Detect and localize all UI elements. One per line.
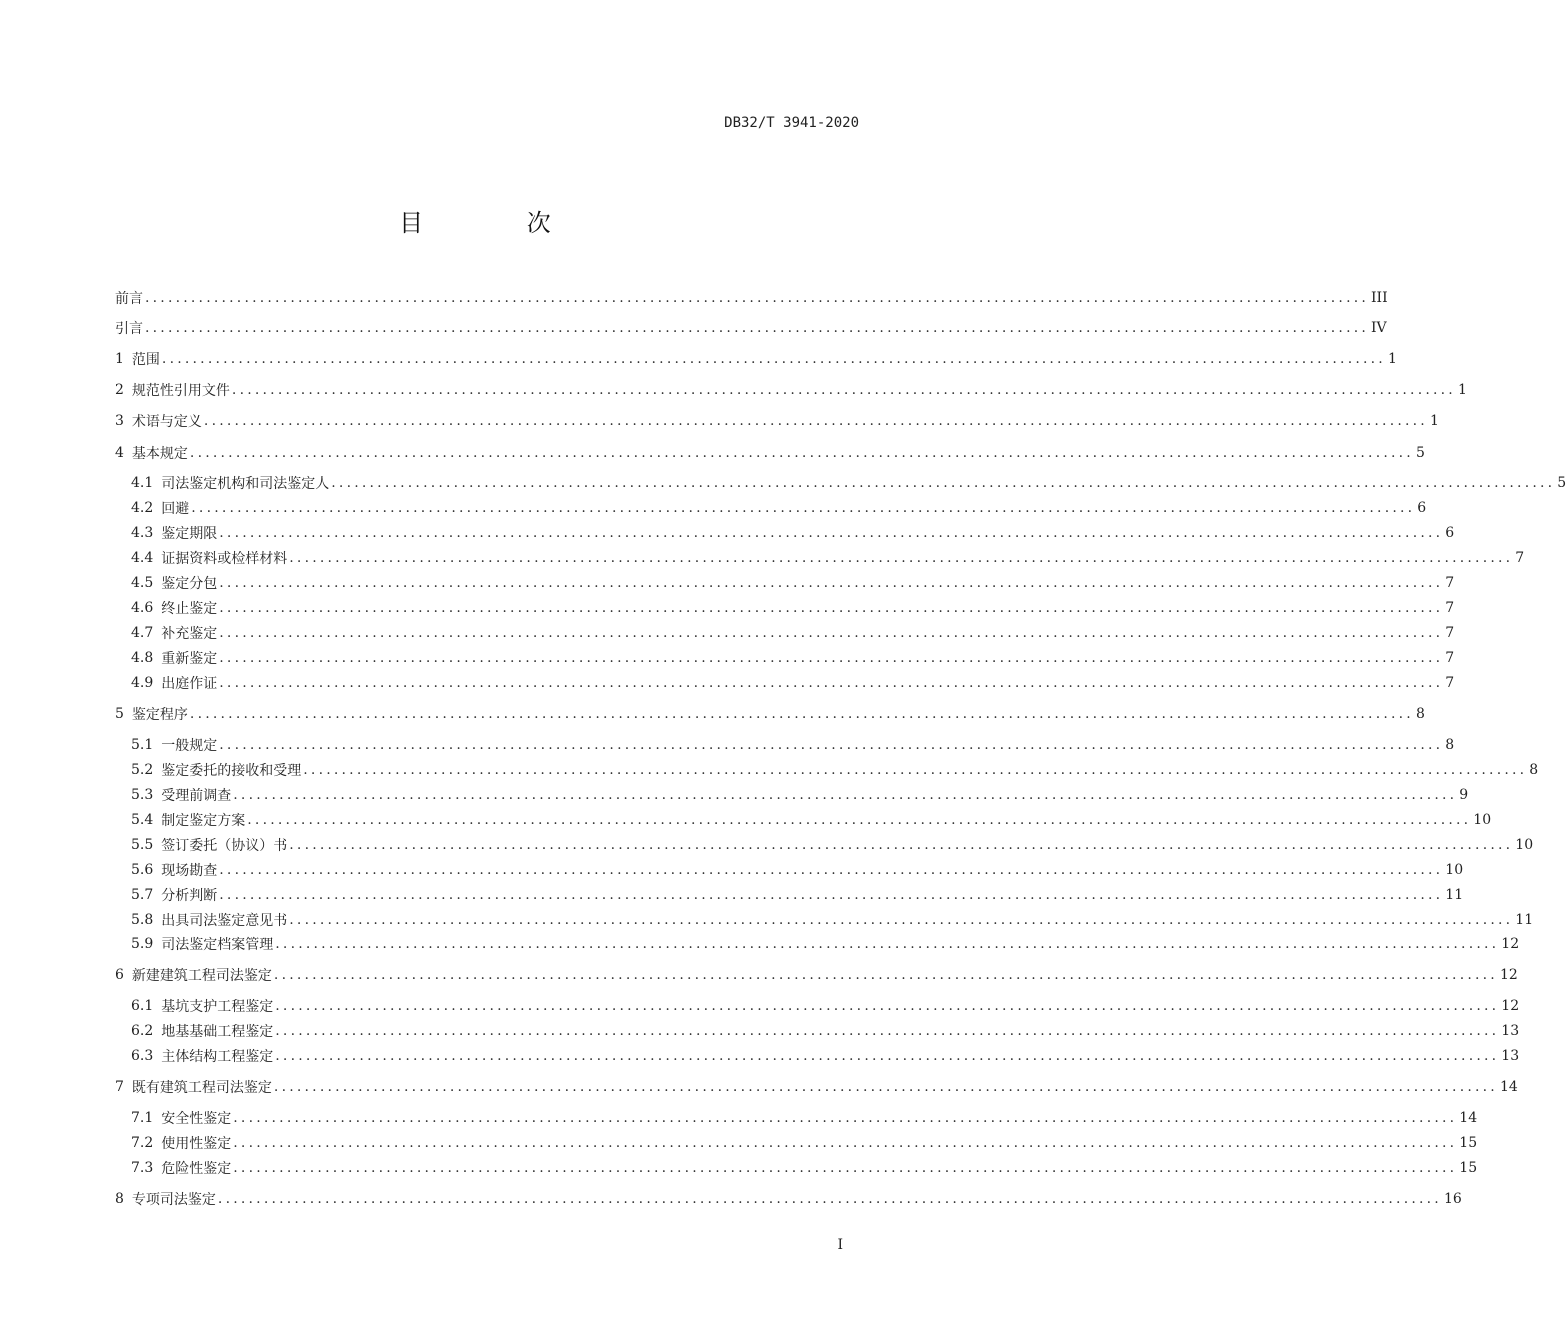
toc-entry[interactable]: [115, 286, 1388, 310]
toc-entry-page: 5: [1557, 475, 1566, 491]
toc-entry[interactable]: [131, 858, 1464, 882]
toc-entry[interactable]: [131, 621, 1455, 645]
toc-entry-label: 引言: [115, 321, 143, 337]
toc-entry-page: 14: [1499, 1079, 1518, 1095]
toc-entry[interactable]: [131, 671, 1455, 695]
toc-entry-label: 重新鉴定: [161, 651, 218, 667]
toc-entry[interactable]: [131, 1131, 1478, 1155]
toc-entry-page: 12: [1499, 967, 1518, 983]
toc-entry-number: 6.2: [131, 1023, 154, 1039]
toc-entry-number: 4.1: [131, 475, 154, 491]
toc-entry-number: 5.6: [131, 862, 154, 878]
toc-entry-label: 主体结构工程鉴定: [161, 1049, 274, 1065]
toc-entry[interactable]: [131, 994, 1520, 1018]
toc-leader-dots: ................................................................................................................................................................: [289, 837, 1514, 853]
toc-entry-label: 证据资料或检样材料: [161, 551, 288, 567]
toc-leader-dots: ................................................................................................................................................................: [233, 1160, 1458, 1176]
toc-entry[interactable]: [131, 571, 1455, 595]
toc-entry-page: 12: [1501, 936, 1520, 952]
toc-entry-number: 3: [115, 413, 124, 429]
toc-entry-label: 专项司法鉴定: [131, 1192, 216, 1208]
toc-leader-dots: ................................................................................................................................................................: [219, 625, 1444, 641]
toc-entry-number: 5.2: [131, 762, 154, 778]
toc-leader-dots: ................................................................................................................................................................: [145, 290, 1370, 306]
toc-entry-number: 7.2: [131, 1135, 154, 1151]
toc-entry-label: 危险性鉴定: [161, 1161, 232, 1177]
toc-leader-dots: ................................................................................................................................................................: [189, 706, 1414, 722]
toc-entry-page: III: [1371, 290, 1388, 306]
toc-entry-label: 制定鉴定方案: [161, 813, 246, 829]
toc-entry[interactable]: [131, 758, 1539, 782]
toc-leader-dots: ................................................................................................................................................................: [275, 1023, 1500, 1039]
toc-entry-label: 回避: [161, 501, 190, 517]
toc-entry-page: 7: [1515, 550, 1525, 566]
toc-entry-number: 4.5: [131, 575, 154, 591]
toc-entry-number: 4.9: [131, 675, 154, 691]
toc-entry-page: 9: [1459, 787, 1469, 803]
toc-entry[interactable]: [131, 733, 1455, 757]
toc-leader-dots: ................................................................................................................................................................: [231, 382, 1456, 398]
toc-leader-dots: ................................................................................................................................................................: [275, 936, 1500, 952]
toc-entry-page: 15: [1459, 1160, 1478, 1176]
toc-leader-dots: ................................................................................................................................................................: [219, 575, 1444, 591]
toc-entry-page: 1: [1387, 351, 1397, 367]
toc-entry[interactable]: [131, 783, 1469, 807]
toc-entry-page: 8: [1445, 737, 1455, 753]
toc-entry-number: 7.1: [131, 1110, 154, 1126]
toc-entry[interactable]: [131, 833, 1534, 857]
toc-entry[interactable]: [115, 347, 1397, 371]
toc-leader-dots: ................................................................................................................................................................: [145, 320, 1370, 336]
toc-entry-label: 基本规定: [131, 446, 188, 462]
toc-entry-label: 签订委托（协议）书: [161, 838, 288, 854]
toc-entry-number: 4.4: [131, 550, 154, 566]
toc-entry-number: 5.5: [131, 837, 154, 853]
toc-leader-dots: ................................................................................................................................................................: [217, 1191, 1442, 1207]
toc-entry-page: 7: [1445, 675, 1455, 691]
toc-entry-number: 4: [115, 445, 124, 461]
toc-entry-page: 10: [1473, 812, 1492, 828]
toc-leader-dots: ................................................................................................................................................................: [273, 1079, 1498, 1095]
toc-leader-dots: ................................................................................................................................................................: [161, 351, 1386, 367]
toc-entry-page: 1: [1457, 382, 1467, 398]
toc-entry-page: 10: [1515, 837, 1534, 853]
toc-entry[interactable]: [131, 596, 1455, 620]
toc-entry[interactable]: [131, 932, 1520, 956]
toc-entry[interactable]: [131, 496, 1427, 520]
toc-entry-page: 13: [1501, 1023, 1520, 1039]
toc-leader-dots: ................................................................................................................................................................: [219, 650, 1444, 666]
toc-entry-label: 鉴定程序: [131, 707, 188, 723]
toc-entry-label: 司法鉴定机构和司法鉴定人: [161, 476, 330, 492]
toc-entry-label: 新建建筑工程司法鉴定: [131, 968, 272, 984]
toc-entry-label: 前言: [115, 291, 143, 307]
toc-entry-number: 6: [115, 967, 124, 983]
toc-entry-label: 鉴定分包: [161, 576, 218, 592]
toc-entry-page: 15: [1459, 1135, 1478, 1151]
toc-entry-label: 鉴定委托的接收和受理: [161, 763, 302, 779]
toc-entry-number: 4.6: [131, 600, 154, 616]
toc-entry[interactable]: [131, 1106, 1478, 1130]
toc-entry-label: 分析判断: [161, 888, 218, 904]
toc-entry-page: 14: [1459, 1110, 1478, 1126]
toc-leader-dots: ................................................................................................................................................................: [233, 1135, 1458, 1151]
page-title: 目 次: [399, 209, 599, 237]
toc-entry-label: 司法鉴定档案管理: [161, 937, 274, 953]
toc-entry-label: 现场勘查: [161, 863, 218, 879]
toc-leader-dots: ................................................................................................................................................................: [303, 762, 1528, 778]
toc-entry-page: 12: [1501, 998, 1520, 1014]
toc-entry-page: 7: [1445, 650, 1455, 666]
toc-entry[interactable]: [115, 1187, 1462, 1211]
toc-leader-dots: ................................................................................................................................................................: [219, 862, 1444, 878]
toc-leader-dots: ................................................................................................................................................................: [247, 812, 1472, 828]
toc-entry[interactable]: [115, 378, 1467, 402]
toc-leader-dots: ................................................................................................................................................................: [289, 912, 1514, 928]
toc-entry[interactable]: [131, 1156, 1478, 1180]
toc-entry-label: 安全性鉴定: [161, 1111, 232, 1127]
toc-entry[interactable]: [115, 409, 1439, 433]
toc-entry-page: 10: [1445, 862, 1464, 878]
toc-entry-page: 6: [1417, 500, 1427, 516]
toc-entry-page: 11: [1445, 887, 1464, 903]
standard-code: DB32/T 3941-2020: [724, 115, 859, 131]
toc-entry-page: 7: [1445, 625, 1455, 641]
toc-entry-label: 一般规定: [161, 738, 218, 754]
toc-entry-number: 2: [115, 382, 124, 398]
toc-leader-dots: ................................................................................................................................................................: [219, 737, 1444, 753]
toc-entry-number: 4.7: [131, 625, 154, 641]
toc-leader-dots: ................................................................................................................................................................: [219, 525, 1444, 541]
toc-leader-dots: ................................................................................................................................................................: [273, 967, 1498, 983]
toc-entry[interactable]: [115, 1075, 1518, 1099]
toc-entry[interactable]: [131, 546, 1525, 570]
toc-entry-label: 规范性引用文件: [131, 383, 230, 399]
toc-entry[interactable]: [131, 471, 1566, 495]
toc-leader-dots: ................................................................................................................................................................: [275, 998, 1500, 1014]
toc-entry-number: 5.4: [131, 812, 154, 828]
toc-entry[interactable]: [131, 883, 1464, 907]
toc-entry-label: 范围: [131, 352, 160, 368]
toc-entry-page: 6: [1445, 525, 1455, 541]
toc-entry[interactable]: [131, 908, 1534, 932]
toc-entry-number: 5.8: [131, 912, 154, 928]
toc-entry[interactable]: [131, 1044, 1520, 1068]
toc-entry-number: 7: [115, 1079, 124, 1095]
toc-entry-page: 11: [1515, 912, 1534, 928]
toc-leader-dots: ................................................................................................................................................................: [191, 500, 1416, 516]
toc-entry-label: 鉴定期限: [161, 526, 218, 542]
toc-entry-number: 5.7: [131, 887, 154, 903]
toc-entry[interactable]: [131, 646, 1455, 670]
toc-entry-page: 8: [1415, 706, 1425, 722]
toc-leader-dots: ................................................................................................................................................................: [189, 445, 1414, 461]
toc-entry-number: 4.2: [131, 500, 154, 516]
toc-entry-label: 地基基础工程鉴定: [161, 1024, 274, 1040]
toc-entry-number: 4.8: [131, 650, 154, 666]
toc-entry-number: 4.3: [131, 525, 154, 541]
toc-leader-dots: ................................................................................................................................................................: [219, 887, 1444, 903]
toc-entry-number: 1: [115, 351, 124, 367]
toc-entry[interactable]: [115, 702, 1425, 726]
toc-entry[interactable]: [131, 1019, 1520, 1043]
toc-leader-dots: ................................................................................................................................................................: [289, 550, 1514, 566]
toc-entry[interactable]: [131, 521, 1455, 545]
toc-entry-page: 5: [1415, 445, 1425, 461]
toc-leader-dots: ................................................................................................................................................................: [203, 413, 1428, 429]
toc-entry[interactable]: [115, 963, 1518, 987]
toc-leader-dots: ................................................................................................................................................................: [219, 675, 1444, 691]
page-number: I: [837, 1237, 843, 1253]
toc-entry-page: 8: [1529, 762, 1539, 778]
toc-entry-number: 6.1: [131, 998, 154, 1014]
toc-leader-dots: ................................................................................................................................................................: [233, 1110, 1458, 1126]
toc-entry[interactable]: [131, 808, 1492, 832]
toc-entry-number: 6.3: [131, 1048, 154, 1064]
toc-entry-page: 1: [1429, 413, 1439, 429]
toc-entry-label: 出具司法鉴定意见书: [161, 913, 288, 929]
toc-entry-label: 使用性鉴定: [161, 1136, 232, 1152]
toc-leader-dots: ................................................................................................................................................................: [275, 1048, 1500, 1064]
toc-entry-number: 5.3: [131, 787, 154, 803]
toc-entry-label: 术语与定义: [131, 414, 202, 430]
toc-entry-number: 7.3: [131, 1160, 154, 1176]
toc-entry-label: 出庭作证: [161, 676, 218, 692]
toc-leader-dots: ................................................................................................................................................................: [233, 787, 1458, 803]
toc-entry-page: 16: [1443, 1191, 1462, 1207]
toc-entry[interactable]: [115, 441, 1425, 465]
toc-entry-page: 7: [1445, 600, 1455, 616]
toc-entry-label: 既有建筑工程司法鉴定: [131, 1080, 272, 1096]
toc-entry[interactable]: [115, 316, 1387, 340]
toc-entry-number: 5.1: [131, 737, 154, 753]
toc-entry-label: 终止鉴定: [161, 601, 218, 617]
toc-entry-number: 5.9: [131, 936, 154, 952]
toc-entry-page: 13: [1501, 1048, 1520, 1064]
toc-entry-label: 受理前调查: [161, 788, 232, 804]
toc-entry-page: IV: [1371, 320, 1387, 336]
toc-leader-dots: ................................................................................................................................................................: [331, 475, 1556, 491]
toc-leader-dots: ................................................................................................................................................................: [219, 600, 1444, 616]
toc-entry-number: 5: [115, 706, 124, 722]
toc-entry-label: 基坑支护工程鉴定: [161, 999, 274, 1015]
toc-entry-label: 补充鉴定: [161, 626, 218, 642]
toc-entry-page: 7: [1445, 575, 1455, 591]
toc-entry-number: 8: [115, 1191, 124, 1207]
